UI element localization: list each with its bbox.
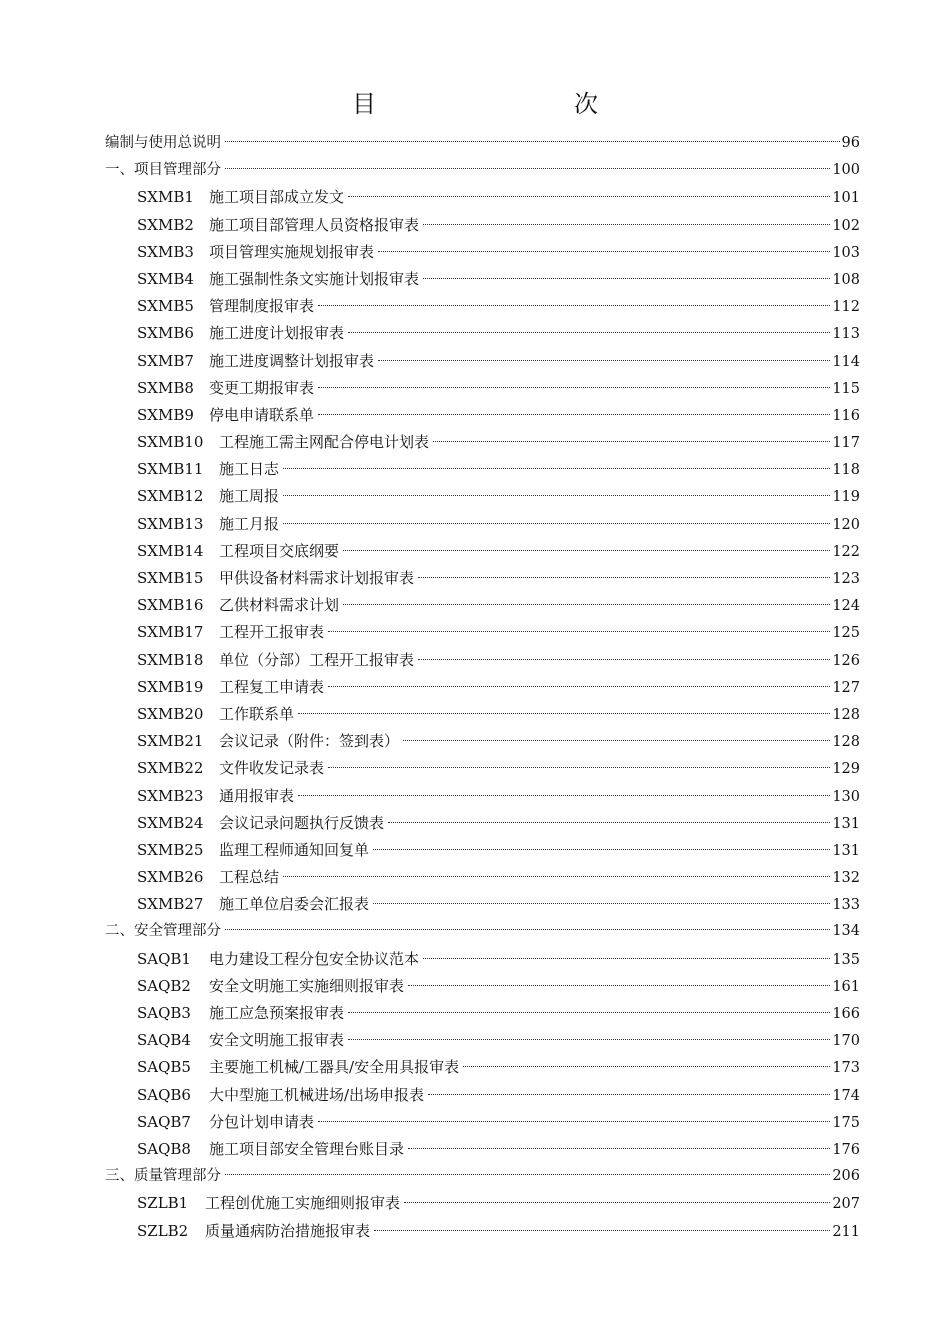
toc-item-entry[interactable]	[105, 1000, 860, 1027]
toc-entry-code: SXMB9	[137, 405, 194, 424]
toc-entry-label: 施工应急预案报审表	[209, 1004, 345, 1022]
toc-page-number: 116	[832, 407, 860, 424]
toc-entry-code: SXMB15	[137, 569, 204, 587]
toc-section-entry[interactable]	[105, 1163, 860, 1190]
toc-page-number: 124	[832, 598, 860, 615]
toc-page-number: 206	[832, 1168, 860, 1185]
toc-item-entry[interactable]	[105, 1082, 860, 1109]
toc-dot-leader	[318, 387, 830, 388]
toc-page-number: 130	[832, 788, 860, 805]
toc-entry-code: SAQB7	[137, 1112, 191, 1131]
toc-entry-label: 二、安全管理部分	[105, 923, 221, 940]
toc-item-entry[interactable]	[105, 837, 860, 864]
toc-item-entry[interactable]	[105, 538, 860, 565]
toc-page-number: 96	[841, 135, 860, 151]
toc-entry-code: SXMB10	[137, 433, 204, 452]
toc-dot-leader	[408, 985, 830, 986]
toc-entry-code: SXMB26	[137, 868, 204, 887]
toc-item-entry[interactable]	[105, 647, 860, 674]
toc-entry-label: 工程创优施工实施细则报审表	[205, 1194, 401, 1213]
toc-entry-code: SXMB4	[137, 269, 194, 288]
toc-item-entry[interactable]	[105, 565, 860, 592]
toc-entry-label: 施工周报	[219, 487, 280, 506]
toc-dot-leader	[298, 795, 830, 796]
toc-entry-label: 工程项目交底纲要	[219, 541, 340, 560]
toc-item-entry[interactable]	[105, 946, 860, 973]
toc-item-entry[interactable]	[105, 239, 860, 266]
toc-page-number: 102	[832, 217, 860, 234]
toc-dot-leader	[348, 1012, 830, 1013]
toc-item-entry[interactable]	[105, 266, 860, 293]
toc-item-entry[interactable]	[105, 1190, 860, 1217]
toc-dot-leader	[318, 414, 830, 415]
toc-dot-leader	[318, 305, 830, 306]
toc-entry-label: 安全文明施工实施细则报审表	[209, 976, 405, 995]
toc-entry-code: SXMB13	[137, 514, 204, 533]
toc-page-number: 122	[832, 543, 860, 560]
toc-item-entry[interactable]	[105, 755, 860, 782]
toc-page-number: 131	[832, 842, 860, 859]
toc-dot-leader	[225, 929, 830, 930]
toc-page-number: 117	[832, 435, 860, 452]
toc-entry-label: 施工强制性条文实施计划报审表	[209, 269, 420, 288]
toc-entry-code: SXMB16	[137, 596, 204, 615]
toc-item-entry[interactable]	[105, 864, 860, 891]
toc-item-entry[interactable]	[105, 592, 860, 619]
toc-section-entry[interactable]	[105, 130, 860, 157]
toc-item-entry[interactable]	[105, 1054, 860, 1081]
toc-entry-label: 会议记录（附件：签到表）	[219, 732, 400, 751]
toc-page-number: 161	[832, 978, 860, 995]
toc-entry-code: SXMB12	[137, 487, 204, 506]
toc-entry-code: SZLB2	[137, 1221, 189, 1240]
toc-page-number: 175	[832, 1114, 860, 1131]
toc-page-number: 128	[832, 706, 860, 723]
toc-entry-label: 单位（分部）工程开工报审表	[219, 650, 415, 669]
toc-dot-leader	[403, 740, 830, 741]
toc-dot-leader	[225, 1174, 830, 1175]
toc-page-number: 170	[832, 1033, 860, 1050]
toc-item-entry[interactable]	[105, 973, 860, 1000]
toc-entry-label: 工程总结	[219, 868, 280, 887]
toc-dot-leader	[418, 659, 830, 660]
toc-dot-leader	[283, 495, 830, 496]
toc-entry-code: SAQB8	[137, 1139, 191, 1158]
toc-dot-leader	[428, 1094, 830, 1095]
toc-entry-code: SXMB6	[137, 324, 194, 343]
toc-page-number: 135	[832, 951, 860, 968]
toc-item-entry[interactable]	[105, 184, 860, 211]
toc-entry-label: 施工月报	[219, 514, 280, 533]
toc-page-number: 129	[832, 761, 860, 778]
toc-dot-leader	[283, 876, 830, 877]
toc-entry-label: 施工项目部管理人员资格报审表	[209, 215, 420, 234]
toc-page-number: 131	[832, 815, 860, 832]
toc-item-entry[interactable]	[105, 619, 860, 646]
toc-entry-label: 分包计划申请表	[209, 1112, 315, 1131]
toc-entry-code: SXMB14	[137, 541, 204, 560]
page-title: 目 次	[352, 90, 648, 118]
toc-item-entry[interactable]	[105, 1109, 860, 1136]
toc-entry-label: 甲供设备材料需求计划报审表	[219, 569, 415, 587]
toc-entry-label: 主要施工机械/工器具/安全用具报审表	[209, 1058, 460, 1077]
toc-dot-leader	[408, 1148, 830, 1149]
toc-item-entry[interactable]	[105, 891, 860, 918]
toc-entry-code: SZLB1	[137, 1194, 189, 1213]
toc-page-number: 176	[832, 1141, 860, 1158]
toc-entry-code: SAQB2	[137, 976, 191, 995]
toc-item-entry[interactable]	[105, 212, 860, 239]
toc-entry-label: 质量通病防治措施报审表	[205, 1221, 371, 1240]
toc-dot-leader	[283, 523, 830, 524]
toc-entry-code: SXMB17	[137, 623, 204, 642]
toc-dot-leader	[373, 849, 830, 850]
toc-page-number: 108	[832, 271, 860, 288]
toc-entry-code: SXMB3	[137, 242, 194, 261]
toc-dot-leader	[374, 1230, 830, 1231]
toc-entry-code: SAQB4	[137, 1031, 191, 1050]
toc-page-number: 113	[832, 326, 860, 343]
toc-entry-label: 工程开工报审表	[219, 623, 325, 642]
toc-item-entry[interactable]	[105, 483, 860, 510]
toc-entry-label: 施工进度计划报审表	[209, 324, 345, 343]
toc-dot-leader	[388, 822, 830, 823]
toc-page-number: 174	[832, 1087, 860, 1104]
toc-dot-leader	[423, 278, 830, 279]
toc-page-number: 118	[832, 462, 860, 479]
toc-entry-code: SXMB11	[137, 460, 204, 479]
toc-entry-label: 工程复工申请表	[219, 677, 325, 696]
toc-page-number: 120	[832, 516, 860, 533]
toc-entry-code: SXMB21	[137, 732, 204, 751]
toc-dot-leader	[378, 360, 830, 361]
toc-page-number: 100	[832, 162, 860, 179]
toc-entry-label: 停电申请联系单	[209, 405, 315, 424]
toc-dot-leader	[433, 441, 830, 442]
toc-item-entry[interactable]	[105, 456, 860, 483]
toc-item-entry[interactable]	[105, 293, 860, 320]
toc-dot-leader	[298, 713, 830, 714]
toc-page-number: 211	[832, 1223, 860, 1240]
toc-entry-label: 会议记录问题执行反馈表	[219, 813, 385, 832]
toc-dot-leader	[423, 958, 830, 959]
toc-entry-label: 文件收发记录表	[219, 759, 325, 778]
toc-entry-code: SXMB18	[137, 650, 204, 669]
toc-dot-leader	[378, 251, 830, 252]
toc-item-entry[interactable]	[105, 1218, 860, 1245]
toc-dot-leader	[328, 767, 830, 768]
toc-entry-code: SXMB27	[137, 895, 204, 914]
toc-entry-code: SAQB1	[137, 949, 191, 968]
toc-item-entry[interactable]	[105, 429, 860, 456]
toc-dot-leader	[225, 168, 830, 169]
toc-entry-code: SXMB5	[137, 297, 194, 316]
toc-page-number: 207	[832, 1196, 860, 1213]
toc-section-entry[interactable]	[105, 157, 860, 184]
toc-entry-code: SXMB8	[137, 378, 194, 397]
toc-dot-leader	[418, 577, 830, 578]
toc-page-number: 133	[832, 897, 860, 914]
toc-page-number: 128	[832, 734, 860, 751]
toc-section-entry[interactable]	[105, 918, 860, 945]
toc-entry-code: SXMB2	[137, 215, 194, 234]
toc-dot-leader	[283, 468, 830, 469]
toc-item-entry[interactable]	[105, 1027, 860, 1054]
toc-item-entry[interactable]	[105, 728, 860, 755]
toc-item-entry[interactable]	[105, 674, 860, 701]
toc-item-entry[interactable]	[105, 783, 860, 810]
toc-entry-label: 工程施工需主网配合停电计划表	[219, 433, 430, 452]
toc-dot-leader	[423, 224, 830, 225]
toc-item-entry[interactable]	[105, 701, 860, 728]
toc-entry-label: 电力建设工程分包安全协议范本	[209, 949, 420, 968]
toc-entry-label: 变更工期报审表	[209, 378, 315, 397]
toc-entry-code: SXMB20	[137, 704, 204, 723]
toc-entry-label: 施工项目部安全管理台账目录	[209, 1139, 405, 1158]
toc-page-number: 119	[832, 489, 860, 506]
toc-entry-label: 监理工程师通知回复单	[219, 840, 370, 859]
toc-dot-leader	[225, 141, 840, 142]
toc-dot-leader	[328, 631, 830, 632]
toc-entry-label: 乙供材料需求计划	[219, 596, 340, 615]
toc-entry-label: 三、质量管理部分	[105, 1168, 221, 1185]
toc-page-number: 132	[832, 870, 860, 887]
toc-entry-code: SAQB3	[137, 1004, 191, 1022]
toc-page-number: 103	[832, 244, 860, 261]
toc-entry-label: 安全文明施工报审表	[209, 1031, 345, 1050]
toc-item-entry[interactable]	[105, 402, 860, 429]
toc-entry-code: SXMB24	[137, 813, 204, 832]
toc-entry-label: 编制与使用总说明	[105, 135, 221, 151]
toc-page-number: 123	[832, 571, 860, 587]
toc-page-number: 125	[832, 625, 860, 642]
toc-dot-leader	[343, 604, 830, 605]
toc-page-number: 115	[832, 380, 860, 397]
toc-dot-leader	[343, 550, 830, 551]
toc-dot-leader	[348, 196, 830, 197]
toc-entry-label: 通用报审表	[219, 786, 295, 805]
toc-entry-label: 施工进度调整计划报审表	[209, 351, 375, 370]
toc-entry-code: SAQB6	[137, 1085, 191, 1104]
toc-item-entry[interactable]	[105, 810, 860, 837]
toc-entry-label: 管理制度报审表	[209, 297, 315, 316]
toc-page-number: 134	[832, 923, 860, 940]
toc-page-number: 173	[832, 1060, 860, 1077]
toc-entry-label: 施工日志	[219, 460, 280, 479]
toc-entry-label: 大中型施工机械进场/出场申报表	[209, 1085, 425, 1104]
toc-entry-code: SXMB25	[137, 840, 204, 859]
toc-entry-code: SXMB22	[137, 759, 204, 778]
toc-entry-code: SXMB19	[137, 677, 204, 696]
toc-item-entry[interactable]	[105, 348, 860, 375]
toc-item-entry[interactable]	[105, 320, 860, 347]
toc-entry-label: 工作联系单	[219, 704, 295, 723]
toc-page-number: 112	[832, 299, 860, 316]
toc-entry-code: SXMB23	[137, 786, 204, 805]
toc-item-entry[interactable]	[105, 375, 860, 402]
toc-entry-label: 施工单位启委会汇报表	[219, 895, 370, 914]
toc-entry-label: 施工项目部成立发文	[209, 188, 345, 207]
toc-page-number: 127	[832, 679, 860, 696]
toc-page-number: 114	[832, 353, 860, 370]
toc-dot-leader	[318, 1121, 830, 1122]
table-of-contents	[105, 130, 860, 1245]
toc-entry-label: 项目管理实施规划报审表	[209, 242, 375, 261]
toc-entry-code: SXMB1	[137, 188, 194, 207]
toc-dot-leader	[328, 686, 830, 687]
toc-dot-leader	[463, 1066, 830, 1067]
toc-item-entry[interactable]	[105, 1136, 860, 1163]
toc-entry-label: 一、项目管理部分	[105, 162, 221, 179]
toc-entry-code: SAQB5	[137, 1058, 191, 1077]
toc-item-entry[interactable]	[105, 511, 860, 538]
toc-entry-code: SXMB7	[137, 351, 194, 370]
toc-dot-leader	[348, 332, 830, 333]
toc-page-number: 101	[832, 190, 860, 207]
toc-dot-leader	[348, 1039, 830, 1040]
toc-dot-leader	[373, 903, 830, 904]
toc-page-number: 166	[832, 1006, 860, 1022]
toc-dot-leader	[404, 1202, 830, 1203]
toc-page-number: 126	[832, 652, 860, 669]
